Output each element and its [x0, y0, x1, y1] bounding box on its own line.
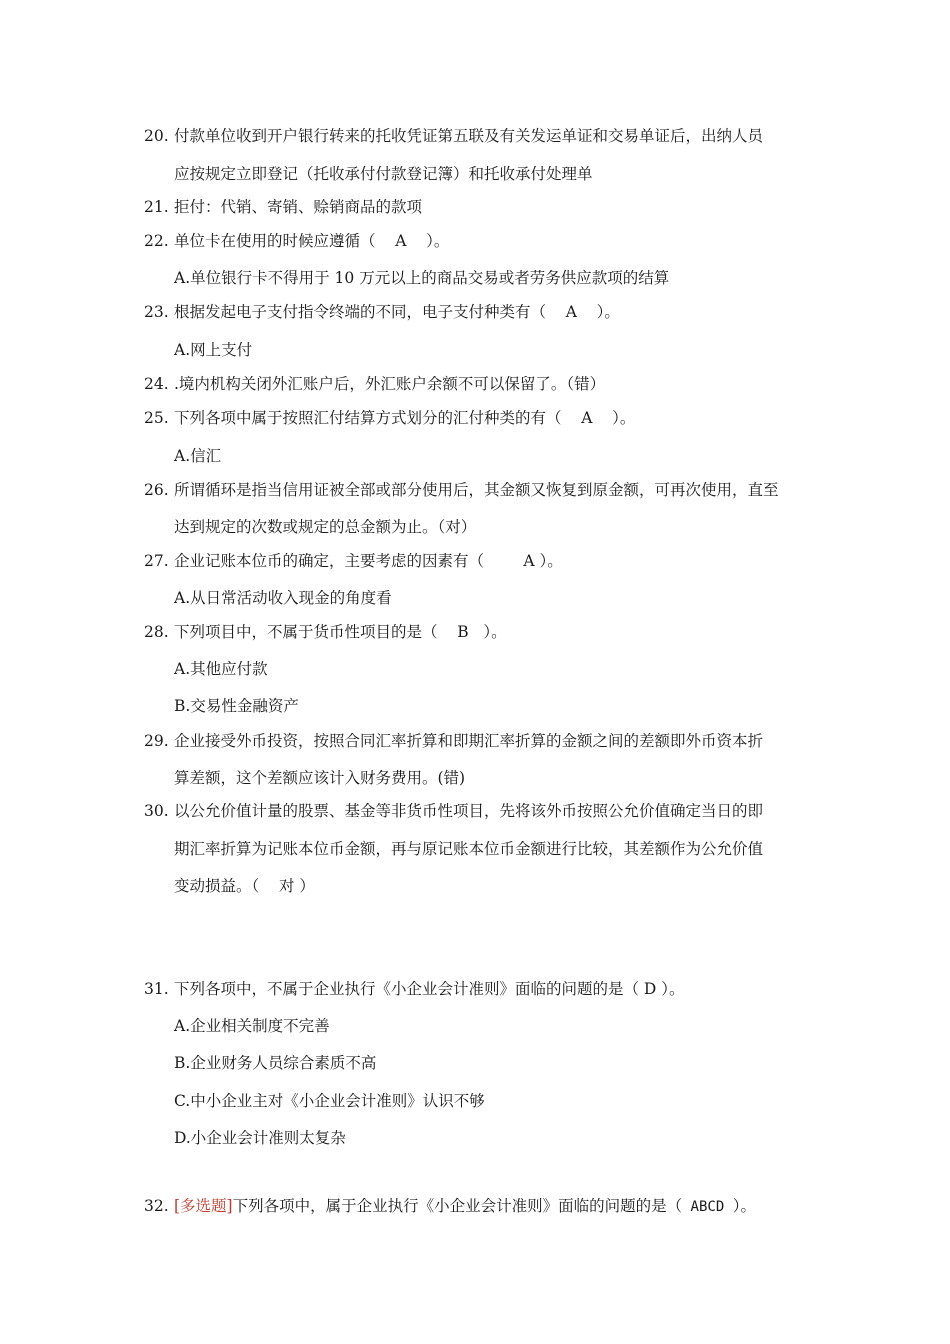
option-text: B.企业财务人员综合素质不高 [174, 1054, 377, 1072]
question-number: 25. [144, 409, 169, 427]
question-text: 企业接受外币投资，按照合同汇率折算和即期汇率折算的金额之间的差额即外币资本折 [174, 732, 764, 750]
question-number: 31. [144, 980, 169, 998]
question-number: 29. [144, 732, 169, 750]
option-text: A.从日常活动收入现金的角度看 [174, 589, 392, 607]
option-text: A.其他应付款 [174, 660, 268, 678]
question-text: 下列各项中，不属于企业执行《小企业会计准则》面临的问题的是（ D ）。 [174, 980, 685, 998]
question-text: 下列项目中，不属于货币性项目的是（ B ）。 [174, 623, 507, 641]
option-text: A.单位银行卡不得用于 10 万元以上的商品交易或者劳务供应款项的结算 [174, 269, 670, 287]
option-text: A.企业相关制度不完善 [174, 1017, 330, 1035]
question-body: 下列各项中，属于企业执行《小企业会计准则》面临的问题的是（ [232, 1197, 683, 1215]
question-text: 变动损益。（ 对 ） [174, 877, 315, 895]
question-text: .境内机构关闭外汇账户后，外汇账户余额不可以保留了。（错） [174, 375, 606, 393]
question-number: 26. [144, 481, 169, 499]
question-number: 27. [144, 552, 169, 570]
question-text: 以公允价值计量的股票、基金等非货币性项目，先将该外币按照公允价值确定当日的即 [174, 802, 764, 820]
question-text: 期汇率折算为记账本位币金额，再与原记账本位币金额进行比较，其差额作为公允价值 [174, 840, 764, 858]
question-text: 根据发起电子支付指令终端的不同，电子支付种类有（ A ）。 [174, 303, 620, 321]
question-text: 拒付：代销、寄销、赊销商品的款项 [174, 198, 423, 216]
question-text: 应按规定立即登记（托收承付付款登记簿）和托收承付处理单 [174, 165, 593, 183]
question-end: ）。 [732, 1197, 756, 1215]
question-number: 30. [144, 802, 169, 820]
question-number: 32. [144, 1197, 169, 1215]
question-text: 单位卡在使用的时候应遵循（ A ）。 [174, 232, 450, 250]
question-text: 达到规定的次数或规定的总金额为止。（对） [174, 518, 477, 536]
option-text: B.交易性金融资产 [174, 697, 299, 715]
option-text: C.中小企业主对《小企业会计准则》认识不够 [174, 1092, 485, 1110]
answer-value: ABCD [682, 1199, 733, 1215]
question-text [174, 1196, 756, 1217]
question-text: 算差额，这个差额应该计入财务费用。(错) [174, 769, 466, 787]
multi-choice-tag: [多选题] [174, 1197, 233, 1215]
option-text: D.小企业会计准则太复杂 [174, 1129, 346, 1147]
question-number: 20. [144, 127, 169, 145]
question-number: 23. [144, 303, 169, 321]
question-number: 24. [144, 375, 169, 393]
option-text: A.信汇 [174, 447, 222, 465]
question-text: 企业记账本位币的确定，主要考虑的因素有（ A ）。 [174, 552, 563, 570]
question-text: 下列各项中属于按照汇付结算方式划分的汇付种类的有（ A ）。 [174, 409, 636, 427]
question-number: 22. [144, 232, 169, 250]
option-text: A.网上支付 [174, 341, 253, 359]
question-text: 付款单位收到开户银行转来的托收凭证第五联及有关发运单证和交易单证后，出纳人员 [174, 127, 764, 145]
question-number: 28. [144, 623, 169, 641]
question-number: 21. [144, 198, 169, 216]
question-text: 所谓循环是指当信用证被全部或部分使用后，其金额又恢复到原金额，可再次使用，直至 [174, 481, 779, 499]
